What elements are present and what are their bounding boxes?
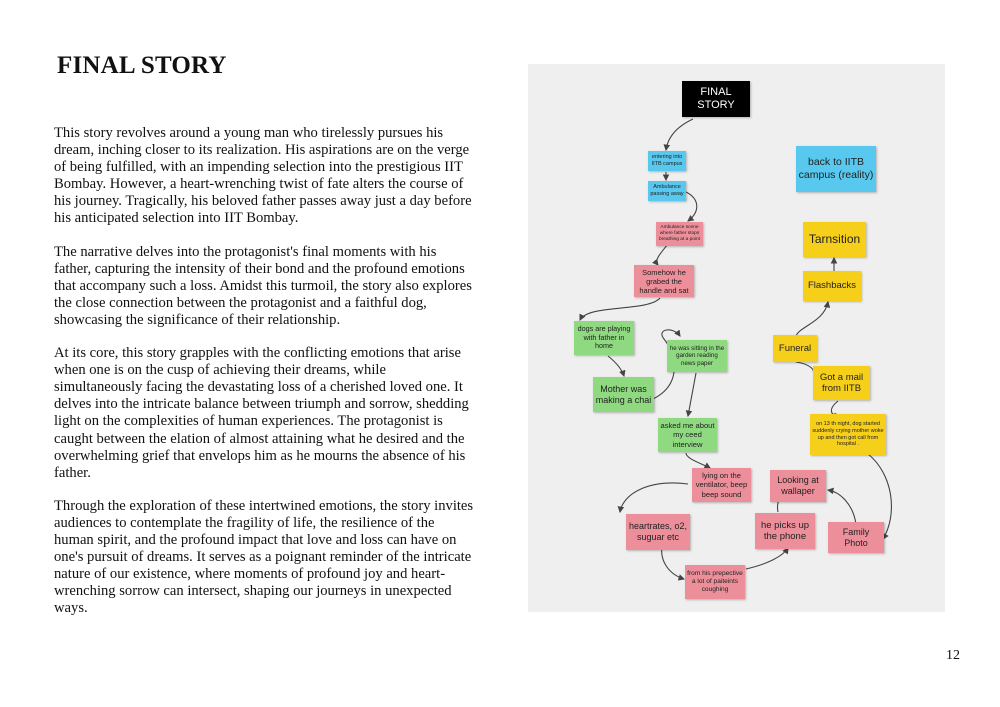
note-final-story: FINAL STORY [682, 81, 750, 117]
note-ambulance-passing: Ambulance passing away [648, 181, 686, 201]
paragraph-3: At its core, this story grapples with the conflicting emotions that arise when one is on the cusp of achieving their dreams, while simultaneously facing the devastating loss of a cherished loved one. It delves into the intricate balance between triumph and sorrow, shedding light on the complexities of human experiences. The protagonist is caught between the elation of almost attaining what he desired and the overwhelming grief that envelops him as he mourns the absence of his father. [54, 345, 469, 481]
arrow-scene-to-grabbed [657, 244, 668, 265]
arrow-perspective-to-phone [746, 548, 788, 569]
arrow-dogs-to-mother [608, 356, 624, 376]
story-board [528, 64, 945, 612]
arrow-funeral-to-flashbacks [796, 302, 828, 336]
story-text [54, 125, 474, 633]
arrow-familyphoto-to-wallpaper [828, 490, 856, 524]
note-looking-wallpaper: Looking at wallaper [770, 470, 826, 502]
note-funeral: Funeral [773, 335, 817, 362]
note-13th-night: on 13 th night, dog started suddenly crying mother woke up and then got call from hospital . [810, 414, 886, 455]
arrow-final-to-entering [666, 119, 693, 150]
paragraph-2: The narrative delves into the protagonist's final moments with his father, capturing the intensity of their bond and the profound emotions that accompany such a loss. Amidst this turmoil, the story also explores the close connection between the protagonist and a faithful dog, showcasing the significance of their relationship. [54, 243, 472, 328]
arrow-ambulance-to-scene [686, 192, 697, 221]
note-patients-coughing: from his prepective a lot of paiteints coughing [685, 565, 745, 599]
arrow-funeral-to-mail [796, 362, 814, 376]
paragraph-4: Through the exploration of these intertwined emotions, the story invites audiences to contemplate the fragility of life, the resilience of the human spirit, and the profound impact that love and loss can have on one's pursuit of dreams. It serves as a poignant reminder of the intricate nature of our existence, where moments of profound joy and heart-wrenching sorrow can intersect, shaping our journeys in unexpected ways. [54, 497, 474, 617]
note-transition: Tarnsition [803, 222, 866, 257]
note-heartrates: heartrates, o2, suguar etc [626, 514, 690, 550]
page-number: 12 [946, 648, 960, 663]
note-asked-ceed: asked me about my ceed interview [658, 418, 717, 452]
note-entering-iitb: entering into IITB campus [648, 151, 686, 171]
note-ambulance-scene: Ambulance scene where father stops breathing at a point [656, 222, 703, 246]
arrow-asked-to-ventilator [686, 453, 710, 468]
note-back-to-iitb: back to IITB campus (reality) [796, 146, 876, 192]
note-mother-chai: Mother was making a chai [593, 377, 654, 412]
note-sitting-garden: he was sitting in the garden reading news paper [667, 340, 727, 372]
note-family-photo: Family Photo [828, 522, 884, 553]
note-dogs-playing: dogs are playing with father in home [574, 321, 634, 355]
note-got-mail: Got a mail from IITB [813, 366, 870, 400]
note-grabbed-handle: Somehow he grabed the handle and sat [634, 265, 694, 297]
note-flashbacks: Flashbacks [803, 271, 861, 301]
note-ventilator: lying on the ventilator, beep beep sound [692, 468, 751, 502]
arrow-grabbed-to-dogs [580, 298, 660, 320]
arrow-ventilator-to-heartrates [620, 483, 688, 512]
arrow-sitting-to-asked [688, 373, 696, 416]
note-picks-up-phone: he picks up the phone [755, 513, 815, 549]
page-title: FINAL STORY [57, 52, 227, 79]
paragraph-1: This story revolves around a young man who tirelessly pursues his dream, inching closer to its realization. His aspirations are on the verge of being fulfilled, with an impending selection into the prestigious IIT Bombay. However, a heart-wrenching twist of fate alters the course of his journey. Tragically, his beloved father passes away just a day before his anticipated selection into IIT Bombay. [54, 125, 472, 227]
